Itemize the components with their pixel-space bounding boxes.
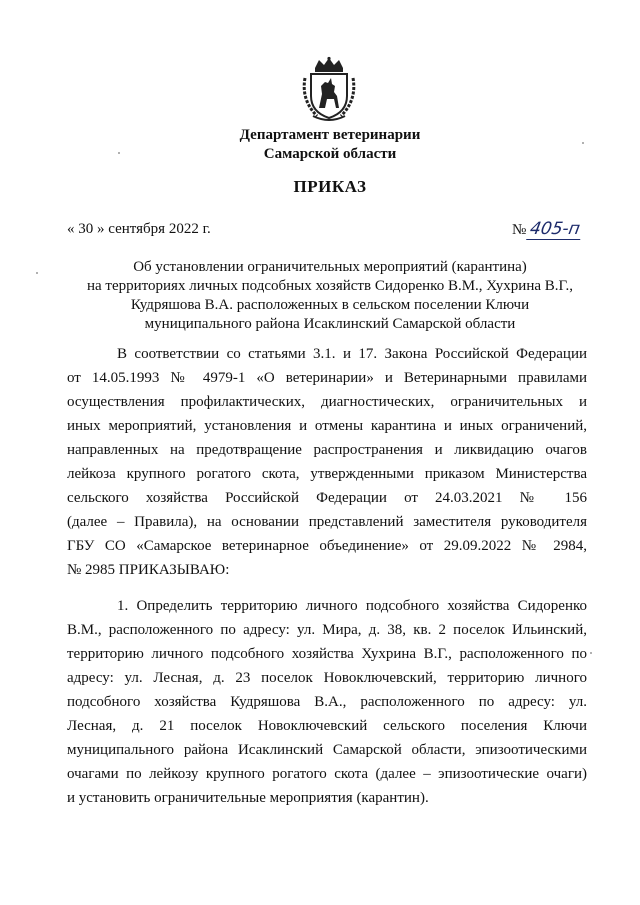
- paragraph-line: ГБУ СО «Самарское ветеринарное объединение» от 29.09.2022 № 2984,: [67, 538, 587, 554]
- paragraph-line: (далее – Правила), на основании представлений заместителя руководителя: [67, 514, 587, 530]
- paragraph-line: В.М., расположенного по адресу: ул. Мира, д. 38, кв. 2 поселок Ильинский,: [67, 622, 587, 638]
- department-name-line1: Департамент ветеринарии: [239, 127, 421, 143]
- subject-line: Об установлении ограничительных мероприятий (карантина): [133, 259, 527, 275]
- paragraph-line: сельского хозяйства Российской Федерации от 24.03.2021 № 156: [67, 490, 587, 506]
- scan-speck: [590, 652, 592, 654]
- paragraph-item-1: [67, 594, 587, 810]
- paragraph-line: В соответствии со статьями 3.1. и 17. Закона Российской Федерации: [117, 346, 587, 362]
- document-title: ПРИКАЗ: [293, 177, 367, 196]
- order-date: « 30 » сентября 2022 г.: [67, 221, 211, 237]
- paragraph-line: и установить ограничительные мероприятия (карантин).: [67, 790, 429, 806]
- order-number-prefix: №: [512, 222, 527, 238]
- scan-speck: [118, 152, 120, 154]
- paragraph-line: осуществления профилактических, диагностических, ограничительных и: [67, 394, 587, 410]
- order-number-handwritten: 405-п: [526, 219, 583, 240]
- paragraph-line: № 2985 ПРИКАЗЫВАЮ:: [67, 562, 230, 578]
- paragraph-line: иных мероприятий, установления и отмены карантина и иных ограничений,: [67, 418, 587, 434]
- scan-speck: [36, 272, 38, 274]
- paragraph-line: территорию личного подсобного хозяйства Хухрина В.Г., расположенного по: [67, 646, 587, 662]
- paragraph-line: очагами по лейкозу крупного рогатого скота (далее – эпизоотические очаги): [67, 766, 587, 782]
- order-number: [512, 219, 582, 240]
- paragraph-line: Лесная, д. 21 поселок Новоключевский сельского поселения Ключи: [67, 718, 587, 734]
- scan-speck: [582, 142, 584, 144]
- paragraph-line: адресу: ул. Лесная, д. 23 поселок Новоключевский, территорию личного: [67, 670, 587, 686]
- paragraph-line: направленных на предотвращение распространения и ликвидацию очагов: [67, 442, 587, 458]
- subject-line: муниципального района Исаклинский Самарской области: [144, 316, 516, 332]
- paragraph-line: муниципального района Исаклинский Самарской области, эпизоотическими: [67, 742, 587, 758]
- paragraph-line: 1. Определить территорию личного подсобного хозяйства Сидоренко: [117, 598, 587, 614]
- samara-coat-of-arms-icon: [297, 56, 361, 124]
- paragraph-preamble: [67, 342, 587, 582]
- subject-line: Кудряшова В.А. расположенных в сельском поселении Ключи: [130, 297, 530, 313]
- department-name-line2: Самарской области: [263, 146, 397, 162]
- paragraph-line: лейкоза крупного рогатого скота, утвержденными приказом Министерства: [67, 466, 587, 482]
- order-subject: [70, 258, 590, 334]
- paragraph-line: от 14.05.1993 № 4979-1 «О ветеринарии» и Ветеринарными правилами: [67, 370, 587, 386]
- paragraph-line: подсобного хозяйства Кудряшова В.А., расположенного по адресу: ул.: [67, 694, 587, 710]
- subject-line: на территориях личных подсобных хозяйств Сидоренко В.М., Хухрина В.Г.,: [87, 278, 573, 294]
